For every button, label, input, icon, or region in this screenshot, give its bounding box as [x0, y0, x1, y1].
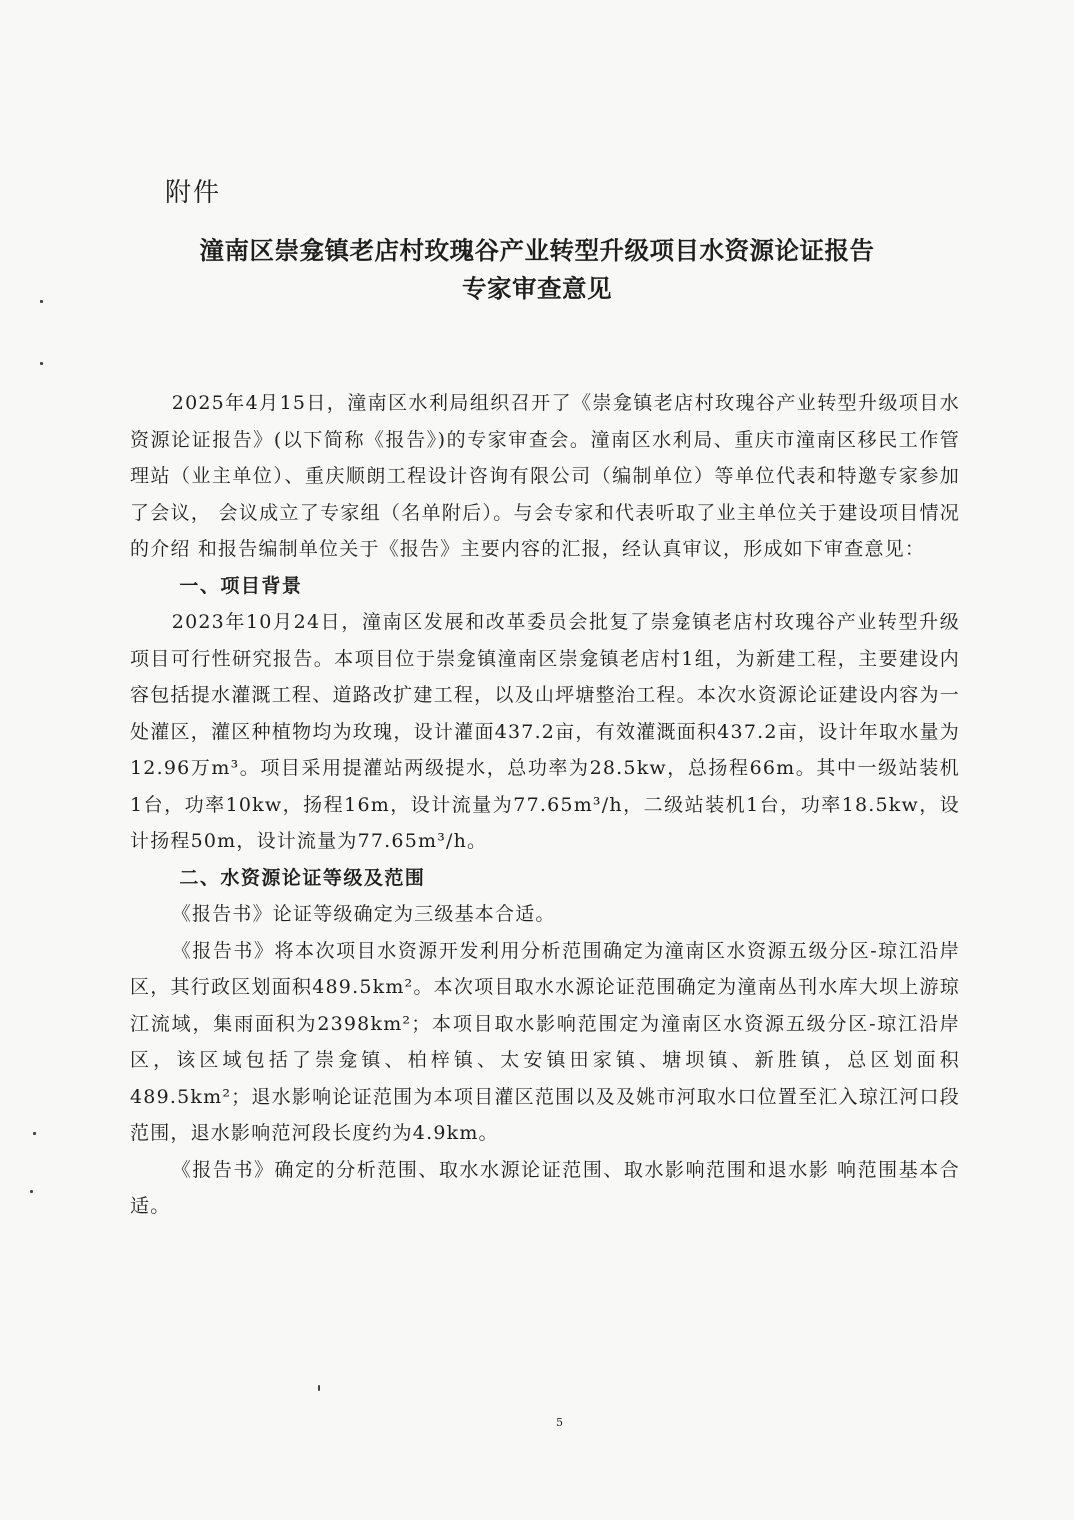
- scan-speck: [33, 1132, 36, 1135]
- scan-speck: [40, 300, 43, 303]
- document-body: [130, 385, 960, 1225]
- section2-paragraph-2: 《报告书》将本次项目水资源开发利用分析范围确定为潼南区水资源五级分区-琼江沿岸区，其行政区划面积489.5km²。本次项目取水水源论证范围确定为潼南丛刊水库大坝上游琼江流域，集雨面积为2398km²；本项目取水影响范围定为潼南区水资源五级分区-琼江沿岸区，该区域包括了崇龛镇、柏梓镇、太安镇田家镇、塘坝镇、新胜镇，总区划面积489.5km²；退水影响论证范围为本项目灌区范围以及及姚市河取水口位置至汇入琼江河口段范围，退水影响范河段长度约为4.9km。: [130, 939, 960, 1144]
- attachment-label: 附件: [165, 178, 222, 208]
- scan-speck: [40, 362, 43, 365]
- page-number: 5: [556, 1416, 563, 1429]
- document-title-line1: 潼南区崇龛镇老店村玫瑰谷产业转型升级项目水资源论证报告: [199, 236, 875, 265]
- intro-paragraph: 2025年4月15日，潼南区水利局组织召开了《崇龛镇老店村玫瑰谷产业转型升级项目水资源论证报告》(以下简称《报告》)的专家审查会。潼南区水利局、重庆市潼南区移民工作管理站（业主单位）、重庆顺朗工程设计咨询有限公司（编制单位）等单位代表和特邀专家参加了会议， 会议成立了专家组（名单附后）。与会专家和代表听取了业主单位关于建设项目情况的介绍 和报告编制单位关于《报告》主要内容的汇报，经认真审议，形成如下审查意见：: [130, 392, 960, 560]
- scan-speck: [318, 1385, 320, 1391]
- section2-paragraph-3: 《报告书》确定的分析范围、取水水源论证范围、取水影响范围和退水影 响范围基本合适。: [130, 1158, 960, 1217]
- section2-paragraph-1: 《报告书》论证等级确定为三级基本合适。: [171, 903, 556, 925]
- scan-speck: [30, 1190, 33, 1193]
- document-title-line2: 专家审查意见: [462, 274, 612, 303]
- section2-heading: 二、水资源论证等级及范围: [179, 866, 426, 889]
- section1-heading: 一、项目背景: [179, 574, 303, 597]
- section1-paragraph: 2023年10月24日，潼南区发展和改革委员会批复了崇龛镇老店村玫瑰谷产业转型升级项目可行性研究报告。本项目位于崇龛镇潼南区崇龛镇老店村1组，为新建工程，主要建设内容包括提水灌溉工程、道路改扩建工程，以及山坪塘整治工程。本次水资源论证建设内容为一处灌区，灌区种植物均为玫瑰，设计灌面437.2亩，有效灌溉面积437.2亩，设计年取水量为12.96万m³。项目采用提灌站两级提水，总功率为28.5kw，总扬程66m。其中一级站装机1台，功率10kw，扬程16m，设计流量为77.65m³/h，二级站装机1台，功率18.5kw，设计扬程50m，设计流量为77.65m³/h。: [130, 611, 960, 852]
